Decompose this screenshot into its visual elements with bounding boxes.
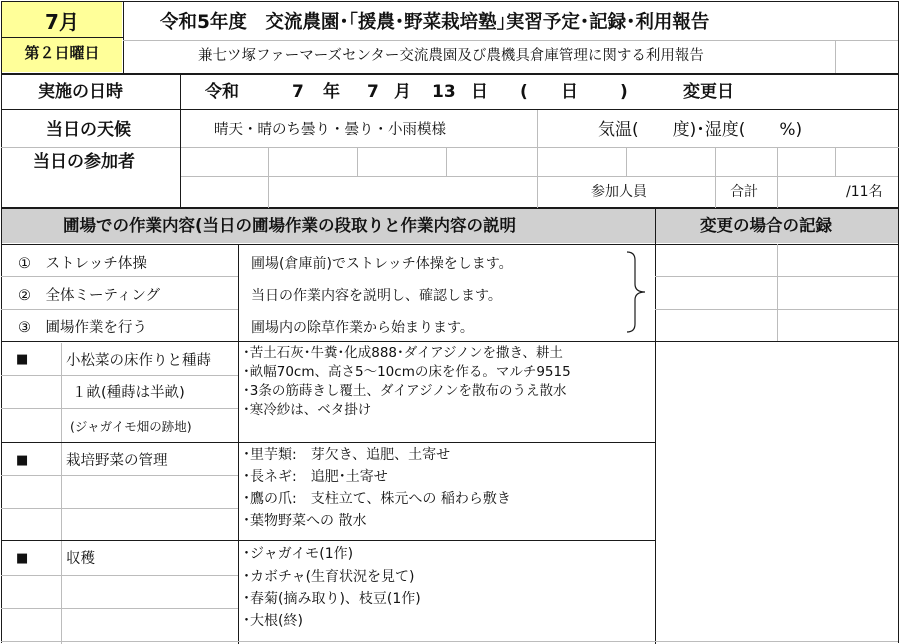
task-3-item-2: ･カボチャ(生育状況を見て) [243,569,415,585]
step-3-desc: 圃場内の除草作業から始まります。 [251,320,474,336]
task-3-item-3: ･春菊(摘み取り)、枝豆(1作) [243,591,421,607]
date-year: 7 [292,82,304,102]
page-subtitle: 兼七ツ塚ファーマーズセンター交流農園及び農機具倉庫管理に関する利用報告 [198,48,704,64]
task-1-sub2: (ジャガイモ畑の跡地) [70,419,192,434]
participants-label: 当日の参加者 [33,152,135,172]
step-1-label: ① ストレッチ体操 [18,256,147,272]
change-date-label: 変更日 [683,82,734,102]
task-2-item-3: ･鷹の爪: 支柱立て、株元への 稲わら敷き [243,491,511,507]
task-3-bullet: ■ [16,551,29,566]
task-2-title: 栽培野菜の管理 [66,453,168,469]
date-label: 実施の日時 [38,82,123,102]
task-2-item-1: ･里芋類: 芽欠き、追肥、土寄せ [243,447,451,463]
task-1-title: 小松菜の床作りと種蒔 [66,353,211,369]
task-1-sub1: １畝(種蒔は半畝) [72,385,185,401]
temp-humidity: 気温( 度)･湿度( %) [598,120,803,140]
task-3-title: 収穫 [66,551,95,567]
task-1-item-2: ･畝幅70cm、高さ5～10cmの床を作る。マルチ9515 [243,364,571,380]
step-2-desc: 当日の作業内容を説明し、確認します。 [251,288,502,304]
weekday-paren-open: ( [520,82,528,102]
weather-label: 当日の天候 [46,120,131,140]
work-content-header: 圃場での作業内容(当日の圃場作業の段取りと作業内容の説明 [63,216,517,235]
task-2-item-4: ･葉物野菜への 散水 [243,513,367,529]
task-3-item-1: ･ジャガイモ(1作) [243,546,354,562]
date-month: 7 [367,82,379,102]
weekday-value: 日 [561,82,578,102]
month-label: 7月 [45,10,79,34]
task-2-bullet: ■ [16,453,29,468]
total-value: /11名 [846,184,883,200]
task-2-item-2: ･長ネギ: 追肥･土寄せ [243,469,388,485]
change-record-header: 変更の場合の記録 [700,216,832,235]
step-2-label: ② 全体ミーティング [18,288,161,304]
date-year-unit: 年 [323,82,340,102]
steps-brace [625,250,651,334]
date-month-unit: 月 [394,82,411,102]
page-title: 令和5年度 交流農園･｢援農･野菜栽培塾｣実習予定･記録･利用報告 [160,12,710,33]
task-1-item-4: ･寒冷紗は、ベタ掛け [243,402,372,418]
task-3-item-4: ･大根(終) [243,613,303,629]
date-day-unit: 日 [471,82,488,102]
task-1-item-1: ･苦土石灰･牛糞･化成888･ダイアジノンを撒き、耕土 [243,345,563,361]
participant-count-label: 参加人員 [591,184,647,200]
weather-options: 晴天・晴のち曇り・曇り・小雨模様 [214,122,446,138]
date-day: 13 [432,82,456,102]
step-1-desc: 圃場(倉庫前)でストレッチ体操をします。 [251,256,513,272]
total-label: 合計 [730,184,758,200]
date-era: 令和 [205,82,239,102]
weekday-paren-close: ) [620,82,628,102]
task-1-item-3: ･3条の筋蒔きし覆土、ダイアジノンを散布のうえ散水 [243,383,567,399]
step-3-label: ③ 圃場作業を行う [18,320,147,336]
task-1-bullet: ■ [16,352,29,367]
week-label: 第２日曜日 [24,44,100,62]
